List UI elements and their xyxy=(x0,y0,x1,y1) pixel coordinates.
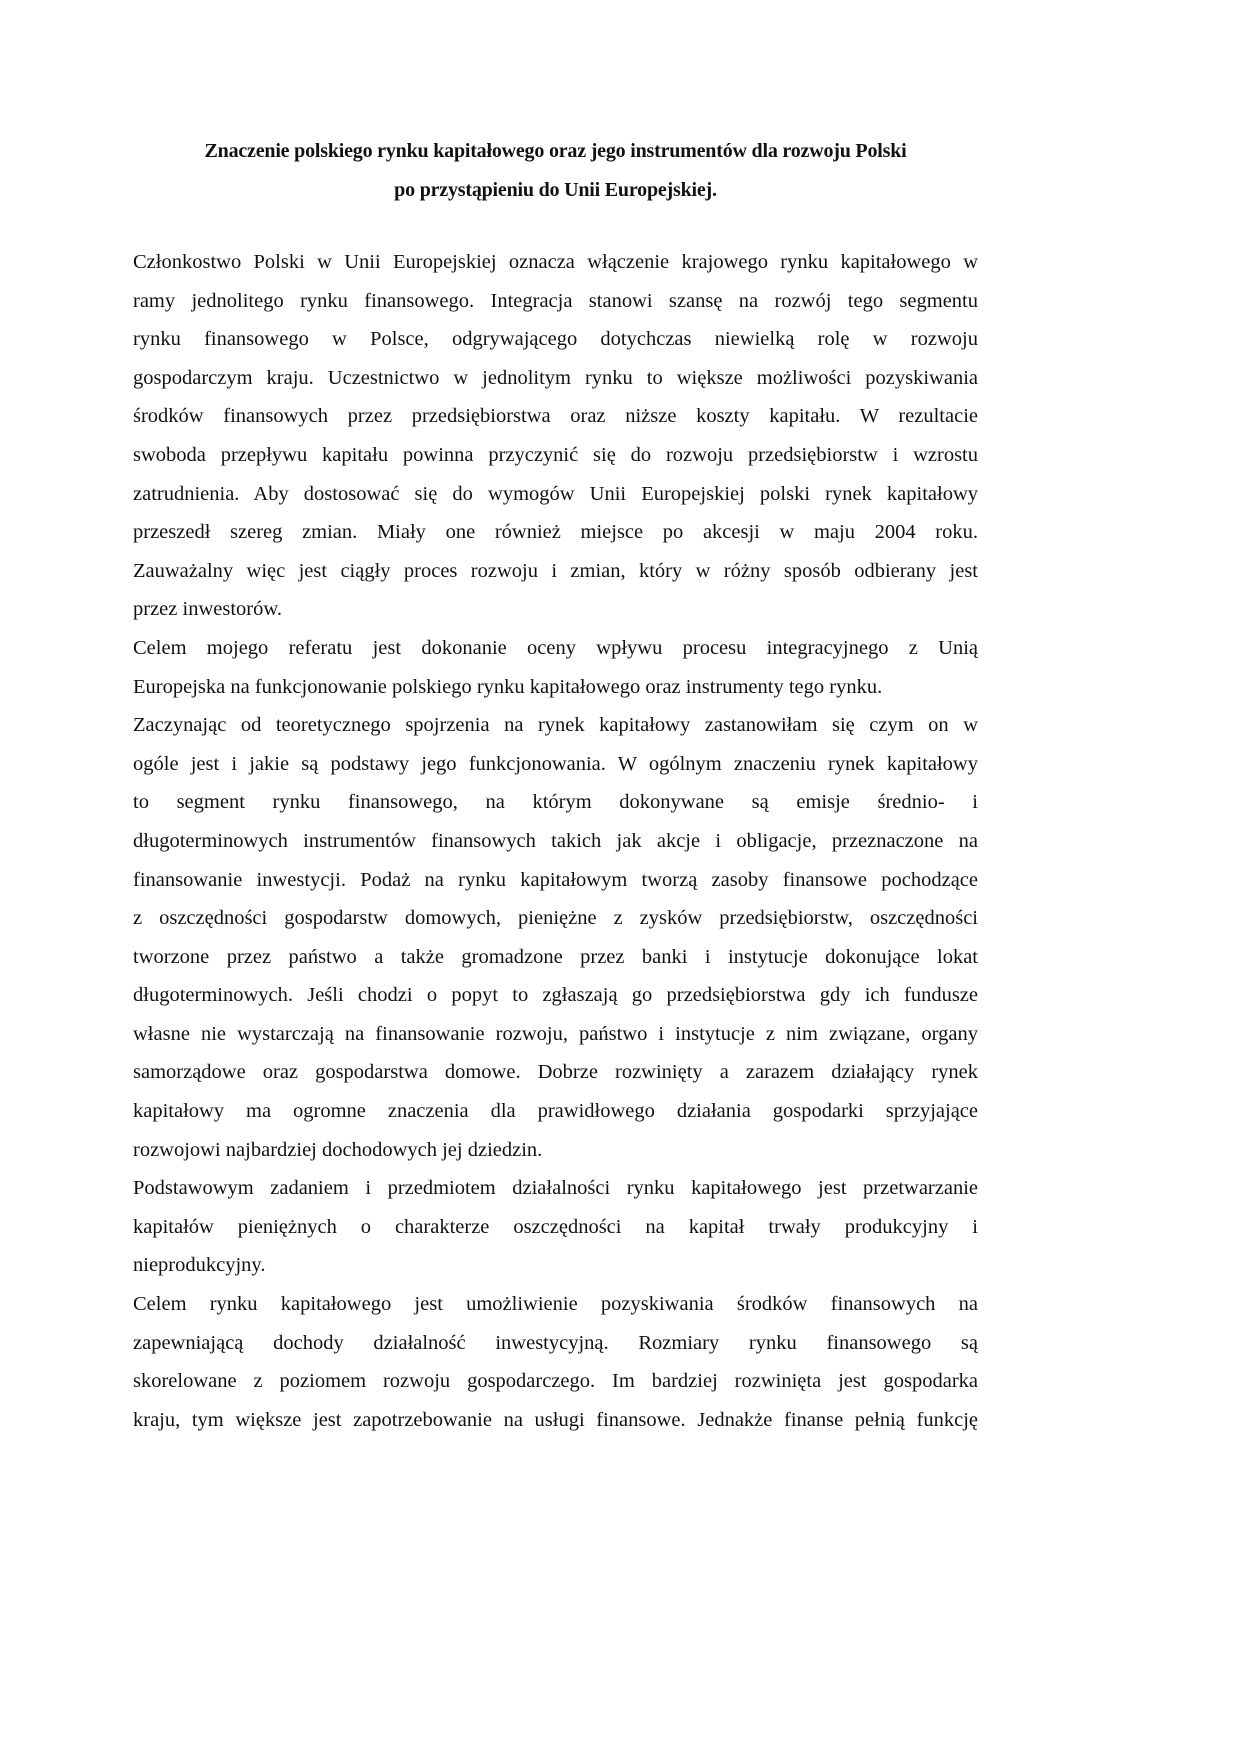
text-line: Podstawowym zadaniem i przedmiotem działalności rynku kapitałowego jest przetwarzanie xyxy=(133,1177,978,1200)
text-line: Europejska na funkcjonowanie polskiego rynku kapitałowego oraz instrumenty tego rynku. xyxy=(133,675,883,698)
text-line: ogóle jest i jakie są podstawy jego funkcjonowania. W ogólnym znaczeniu rynek kapitałowy xyxy=(133,752,978,775)
text-line: nieprodukcyjny. xyxy=(133,1254,266,1277)
text-line: gospodarczym kraju. Uczestnictwo w jednolitym rynku to większe możliwości pozyskiwania xyxy=(133,366,978,389)
text-line: kraju, tym większe jest zapotrzebowanie na usługi finansowe. Jednakże finanse pełnią funkcję xyxy=(133,1408,978,1431)
text-line: zapewniającą dochody działalność inwestycyjną. Rozmiary rynku finansowego są xyxy=(133,1331,978,1354)
paragraph xyxy=(133,710,978,1173)
text-line: środków finansowych przez przedsiębiorstwa oraz niższe koszty kapitału. W rezultacie xyxy=(133,405,978,428)
document-title xyxy=(133,132,978,209)
text-line: kapitałowy ma ogromne znaczenia dla prawidłowego działania gospodarki sprzyjające xyxy=(133,1100,978,1123)
paragraph xyxy=(133,1289,978,1443)
text-line: to segment rynku finansowego, na którym dokonywane są emisje średnio- i xyxy=(133,791,978,814)
text-line: przez inwestorów. xyxy=(133,598,282,621)
text-line: ramy jednolitego rynku finansowego. Integracja stanowi szansę na rozwój tego segmentu xyxy=(133,289,978,312)
text-line: Celem mojego referatu jest dokonanie oceny wpływu procesu integracyjnego z Unią xyxy=(133,636,978,659)
text-line: Członkostwo Polski w Unii Europejskiej oznacza włączenie krajowego rynku kapitałowego w xyxy=(133,251,978,273)
text-line: Zauważalny więc jest ciągły proces rozwoju i zmian, który w różny sposób odbierany jest xyxy=(133,559,978,582)
paragraph xyxy=(133,247,978,633)
text-line: finansowanie inwestycji. Podaż na rynku kapitałowym tworzą zasoby finansowe pochodzące xyxy=(133,868,978,891)
text-line: długoterminowych. Jeśli chodzi o popyt to zgłaszają go przedsiębiorstwa gdy ich fundusze xyxy=(133,984,978,1007)
text-line: skorelowane z poziomem rozwoju gospodarczego. Im bardziej rozwinięta jest gospodarka xyxy=(133,1370,978,1393)
document-body xyxy=(133,247,978,1443)
title-line-1: Znaczenie polskiego rynku kapitałowego oraz jego instrumentów dla rozwoju Polski xyxy=(204,140,907,162)
text-line: przeszedł szereg zmian. Miały one również miejsce po akcesji w maju 2004 roku. xyxy=(133,521,978,544)
paragraph xyxy=(133,633,978,710)
text-line: rynku finansowego w Polsce, odgrywającego dotychczas niewielką rolę w rozwoju xyxy=(133,328,978,351)
text-line: rozwojowi najbardziej dochodowych jej dziedzin. xyxy=(133,1138,543,1161)
text-line: zatrudnienia. Aby dostosować się do wymogów Unii Europejskiej polski rynek kapitałowy xyxy=(133,482,978,505)
text-line: swoboda przepływu kapitału powinna przyczynić się do rozwoju przedsiębiorstw i wzrostu xyxy=(133,443,978,466)
text-line: długoterminowych instrumentów finansowych takich jak akcje i obligacje, przeznaczone na xyxy=(133,829,978,852)
text-line: Zaczynając od teoretycznego spojrzenia na rynek kapitałowy zastanowiłam się czym on w xyxy=(133,714,978,737)
text-line: tworzone przez państwo a także gromadzone przez banki i instytucje dokonujące lokat xyxy=(133,945,978,968)
text-line: z oszczędności gospodarstw domowych, pieniężne z zysków przedsiębiorstw, oszczędności xyxy=(133,907,978,930)
text-line: Celem rynku kapitałowego jest umożliwienie pozyskiwania środków finansowych na xyxy=(133,1293,978,1316)
text-line: własne nie wystarczają na finansowanie rozwoju, państwo i instytucje z nim związane, organy xyxy=(133,1022,978,1045)
text-line: kapitałów pieniężnych o charakterze oszczędności na kapitał trwały produkcyjny i xyxy=(133,1215,978,1238)
title-line-2: po przystąpieniu do Unii Europejskiej. xyxy=(394,178,717,201)
text-line: samorządowe oraz gospodarstwa domowe. Dobrze rozwinięty a zarazem działający rynek xyxy=(133,1061,978,1084)
paragraph xyxy=(133,1173,978,1289)
